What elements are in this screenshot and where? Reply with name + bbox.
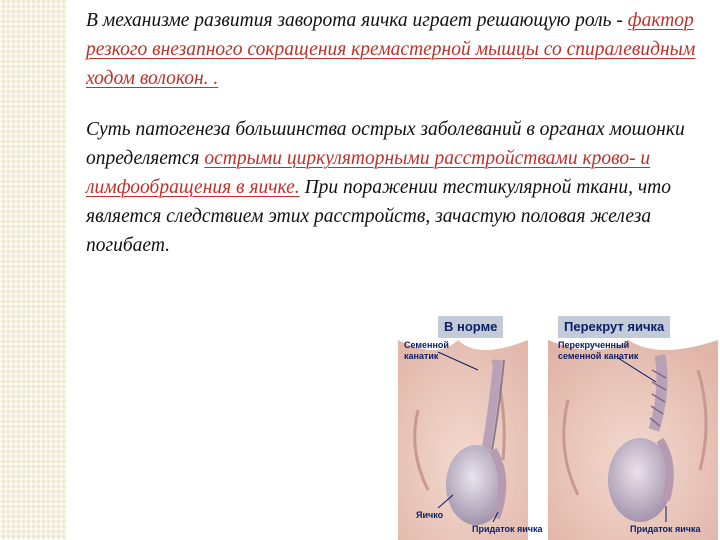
normal-testis-label: Яичко: [416, 510, 444, 520]
paragraph-2-text-start: Суть патогенеза большинства острых заболеваний в органах мошонки определяется: [86, 119, 685, 169]
figure-torsion: [548, 300, 718, 540]
slide-text: [86, 6, 712, 260]
paragraph-1: [86, 6, 712, 93]
paragraph-1-text: В механизме развития заворота яичка играет решающую роль -: [86, 10, 628, 31]
paragraph-2: [86, 115, 712, 260]
normal-epididymis-label: Придаток яичка: [472, 524, 543, 534]
figure-normal: [398, 300, 543, 540]
decorative-side-band: [0, 0, 66, 540]
figure-normal-title: В норме: [438, 316, 503, 338]
normal-cord-label: Семенной канатик: [404, 340, 449, 361]
paragraph-1-highlight: фактор резкого внезапного сокращения кремастерной мышцы со спиралевидным ходом волокон. .: [86, 10, 696, 89]
paragraph-2-text-end: При поражении тестикулярной ткани, что является следствием этих расстройств, зачастую половая железа погибает.: [86, 177, 671, 256]
torsion-epididymis-label: Придаток яичка: [630, 524, 701, 534]
torsion-cord-label: Перекрученный семенной канатик: [558, 340, 639, 361]
paragraph-2-highlight: острыми циркуляторными расстройствами крово- и лимфообращения в яичке.: [86, 148, 651, 198]
figure-torsion-title: Перекрут яичка: [558, 316, 670, 338]
